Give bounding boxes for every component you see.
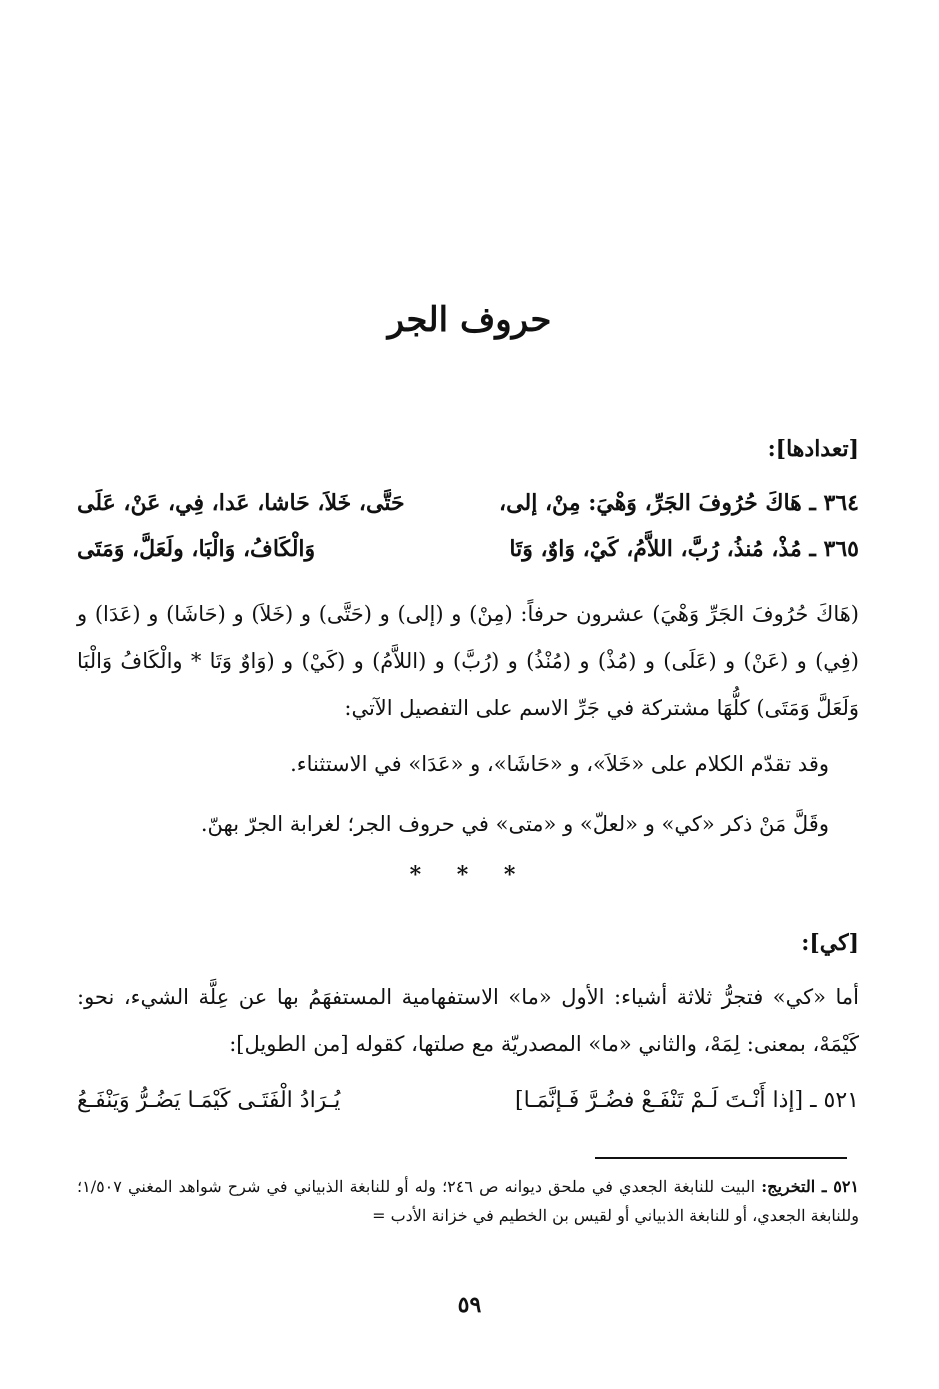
section-heading-kay: [كي]: bbox=[801, 930, 859, 956]
section-separator: * * * bbox=[409, 862, 530, 888]
note-exception: وقد تقدّم الكلام على «خَلاَ»، و «حَاشَا»، و «عَدَا» في الاستثناء. bbox=[290, 752, 829, 776]
footnote bbox=[77, 1172, 859, 1230]
note-rare-prepositions: وقَلَّ مَنْ ذكر «كي» و «لعلّ» و «متى» في حروف الجر؛ لغرابة الجرّ بهنّ. bbox=[200, 812, 829, 836]
page-number: ٥٩ bbox=[457, 1292, 482, 1318]
footnote-divider bbox=[595, 1157, 847, 1159]
verse-521-first-hemistich: ٥٢١ ـ [إذا أَنْـتَ لَـمْ تَنْفَـعْ فضُـرَّ فَـإنَّمَـا] bbox=[515, 1088, 859, 1113]
kay-paragraph: أما «كي» فتجرُّ ثلاثة أشياء: الأول «ما» الاستفهامية المستفهَمُ بها عن عِلَّة الشيء، نحو: كَيْمَهْ، بمعنى: لِمَهْ، والثاني «ما» المصدريّة مع صلتها، كقوله [من الطويل]: bbox=[77, 985, 859, 1056]
section-heading-enumeration: [تعدادها]: bbox=[767, 436, 859, 462]
verse-521 bbox=[77, 1088, 859, 1128]
footnote-text: البيت للنابغة الجعدي في ملحق ديوانه ص ٢٤٦؛ وله أو للنابغة الذبياني في شرح شواهد المغني ١/٥٠٧؛ وللنابغة الجعدي، أو للنابغة الذبياني أو لقيس بن الخطيم في خزانة الأدب = bbox=[77, 1177, 859, 1225]
verse-365-first-hemistich: ٣٦٥ ـ مُذْ، مُنذُ، رُبَّ، اللاَّمُ، كَيْ، وَاوٌ، وَتَا bbox=[509, 536, 859, 562]
verse-365-second-hemistich: وَالْكَافُ، وَالْبَا، ولَعَلَّ، وَمَتَى bbox=[77, 536, 316, 562]
verse-365 bbox=[77, 536, 859, 576]
page-title: حروف الجر bbox=[387, 300, 552, 340]
verse-364-first-hemistich: ٣٦٤ ـ هَاكَ حُرُوفَ الجَرِّ، وَهْيَ: مِنْ، إلى، bbox=[499, 490, 859, 516]
footnote-label: ٥٢١ ـ التخريج: bbox=[761, 1177, 859, 1196]
verse-521-second-hemistich: يُـرَادُ الْفَتَـى كَيْمَـا يَضُـرُّ وَيَنْفَـعُ bbox=[77, 1088, 341, 1113]
explanation-paragraph: (هَاكَ حُرُوفَ الجَرِّ وَهْيَ) عشرون حرفاً: (مِنْ) و (إلى) و (حَتَّى) و (خَلاَ) و (حَاشَا) و (عَدَا) و (فِي) و (عَنْ) و (عَلَى) و (مُذْ) و (مُنْذُ) و (رُبَّ) و (اللاَّمُ) و (كَيْ) و (وَاوٌ وَتَا * والْكَافُ وَالْبَا وَلَعَلَّ وَمَتَى) كلُّهَا مشتركة في جَرِّ الاسم على التفصيل الآتي: bbox=[77, 602, 859, 720]
verse-364-second-hemistich: حَتَّى، خَلاَ، حَاشا، عَدا، فِي، عَنْ، عَلَى bbox=[77, 490, 405, 516]
verse-364 bbox=[77, 490, 859, 530]
